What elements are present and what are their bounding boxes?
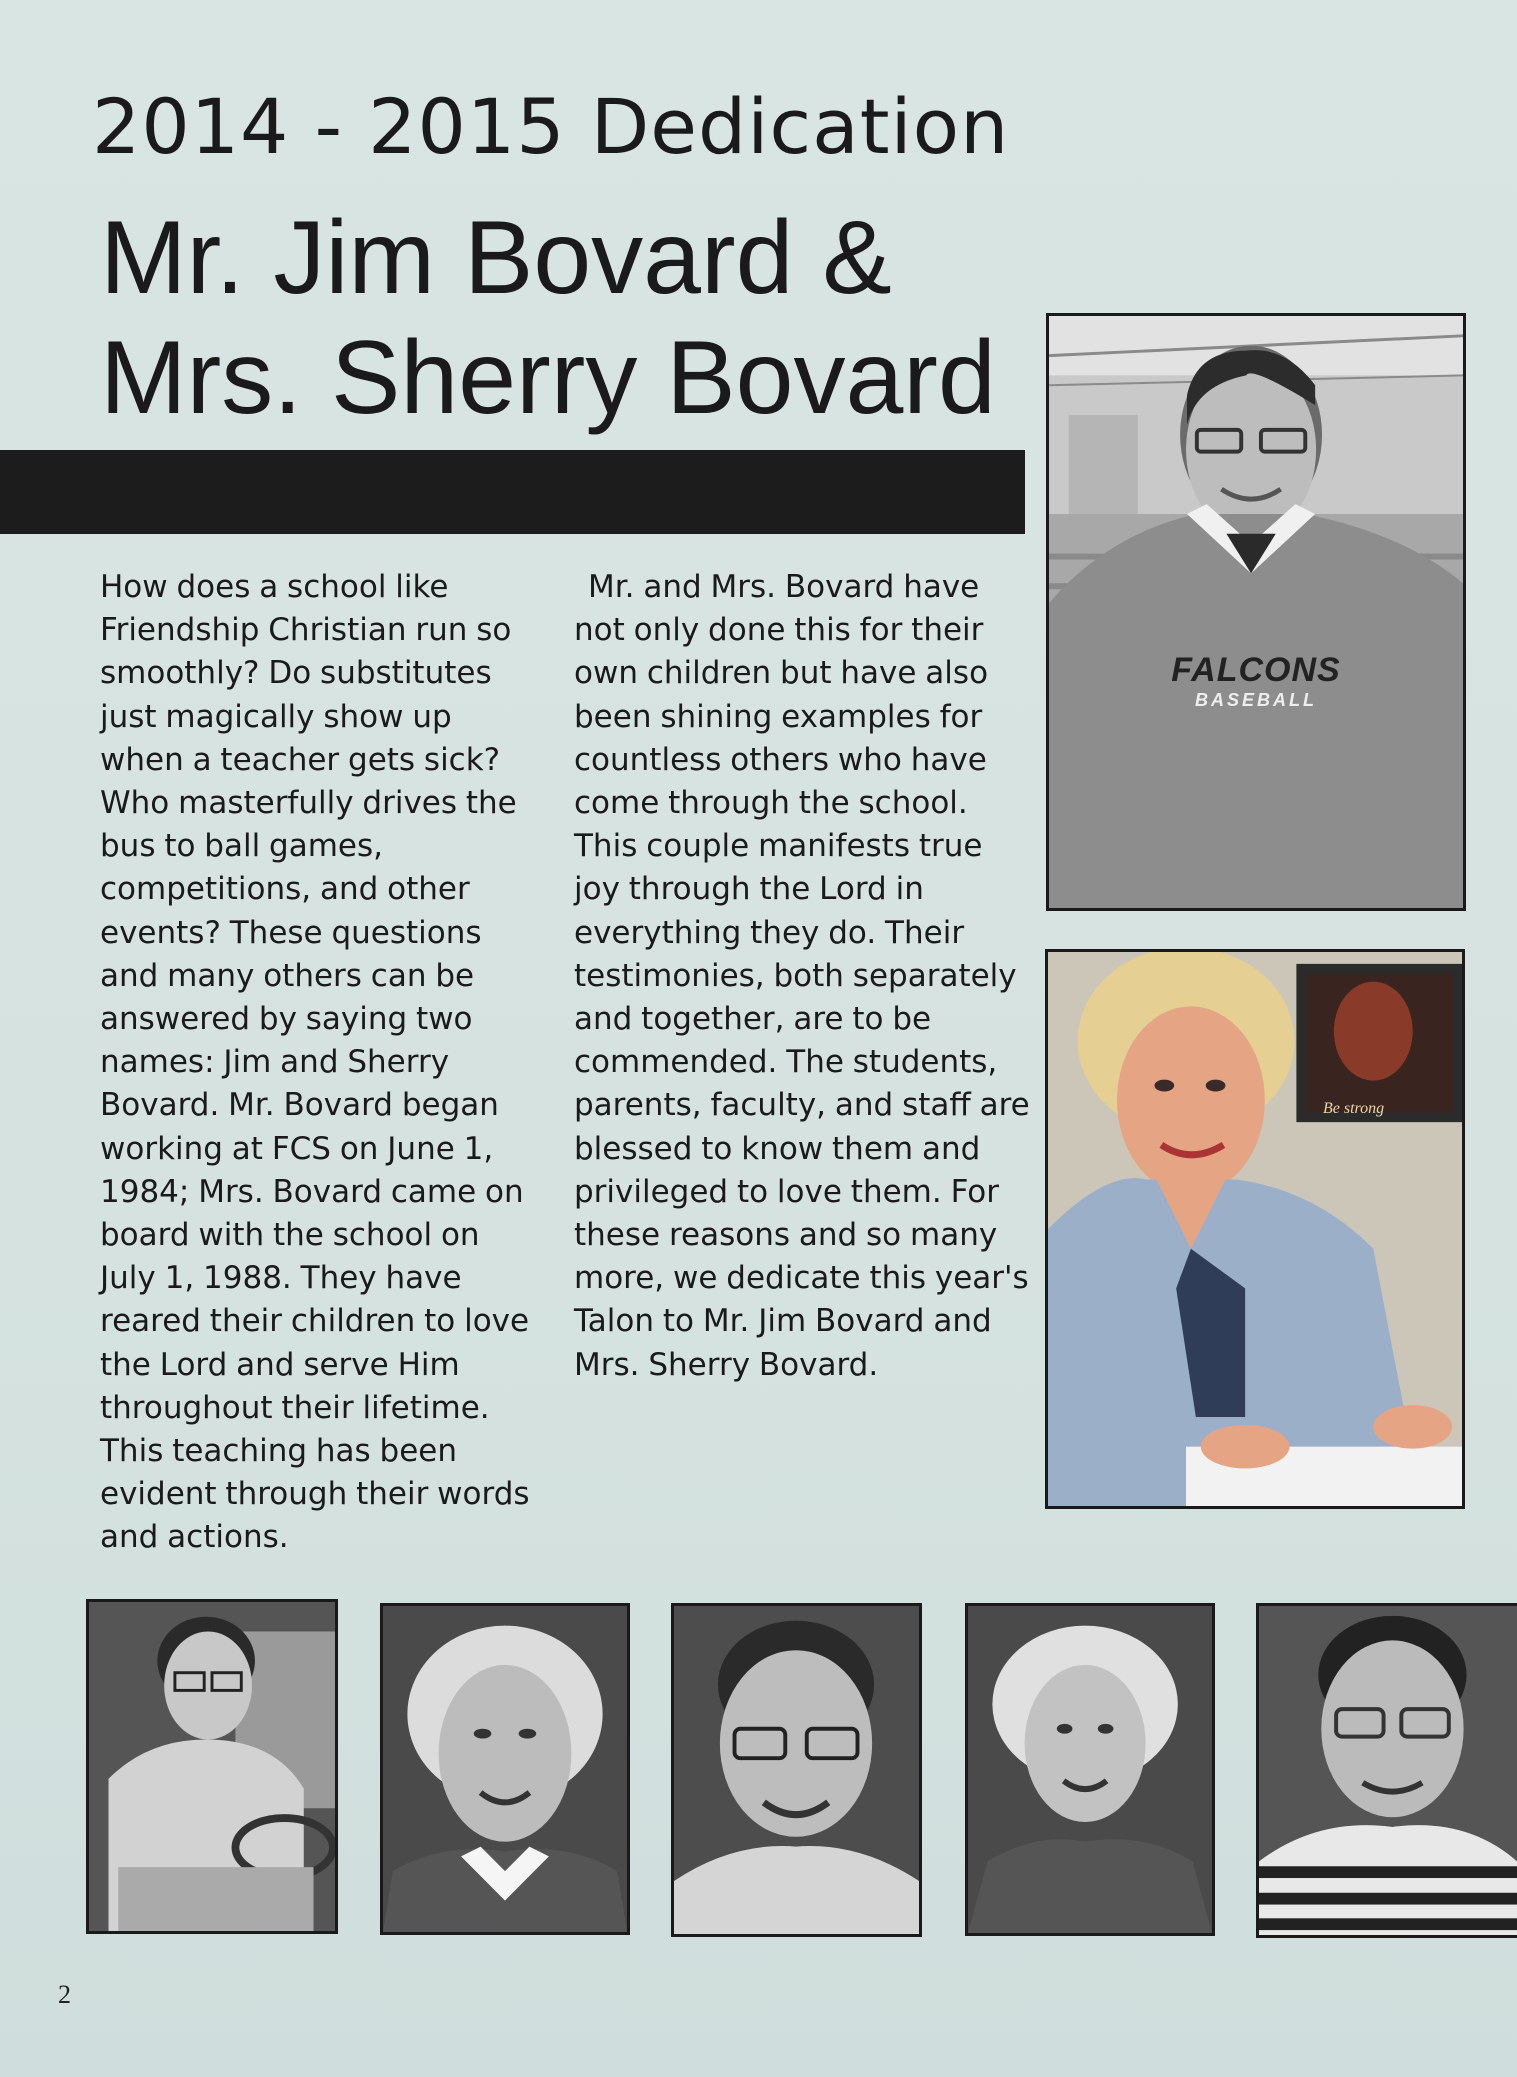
shirt-logo-baseball: BASEBALL: [1195, 690, 1317, 710]
jim-portrait-2-illustration: [1259, 1606, 1517, 1935]
page-number: 2: [58, 1980, 71, 2009]
photo-jim-bovard-gym: [1046, 313, 1466, 911]
shirt-logo: [1049, 651, 1463, 711]
honoree-name-line-2: Mrs. Sherry Bovard: [100, 320, 996, 436]
sherry-desk-illustration: [1048, 952, 1462, 1506]
jim-gym-illustration: [1049, 316, 1463, 908]
sherry-portrait-1-illustration: [383, 1606, 627, 1932]
body-text-column-2: Mr. and Mrs. Bovard have not only done this for their own children but have also been shining examples for countless others who have come through the school. This couple manifests true joy through the Lord in everything they do. Their testimonies, both separately and together, are to be commended. The students, parents, faculty, and staff are blessed to know them and privileged to love them. For these reasons and so many more, we dedicate this year's Talon to Mr. Jim Bovard and Mrs. Sherry Bovard.: [574, 569, 1030, 1383]
photo-sherry-portrait-1: [380, 1603, 630, 1935]
photo-sherry-portrait-2: [965, 1603, 1215, 1936]
dedication-year-title: 2014 - 2015 Dedication: [92, 82, 1010, 171]
photo-sherry-bovard-desk: [1045, 949, 1465, 1509]
honoree-name-line-1: Mr. Jim Bovard &: [100, 200, 892, 316]
sherry-portrait-2-illustration: [968, 1606, 1212, 1933]
photo-jim-driving-bus: [86, 1599, 338, 1934]
body-text-column-1: How does a school like Friendship Christian run so smoothly? Do substitutes just magically show up when a teacher gets sick? Who masterfully drives the bus to ball games, competitions, and other events? These questions and many others can be answered by saying two names: Jim and Sherry Bovard. Mr. Bovard began working at FCS on June 1, 1984; Mrs. Bovard came on board with the school on July 1, 1988. They have reared their children to love the Lord and serve Him throughout their lifetime. This teaching has been evident through their words and actions.: [100, 569, 530, 1556]
photo-jim-portrait-1: [671, 1603, 922, 1937]
jim-bus-illustration: [89, 1602, 335, 1931]
jim-portrait-1-illustration: [674, 1606, 919, 1934]
decorative-black-bar: [0, 450, 1025, 534]
honoree-names-heading: [100, 198, 996, 438]
shirt-logo-falcons: FALCONS: [1171, 651, 1341, 689]
photo-jim-portrait-2: [1256, 1603, 1517, 1938]
poster-caption: Be strong: [1323, 1100, 1385, 1117]
